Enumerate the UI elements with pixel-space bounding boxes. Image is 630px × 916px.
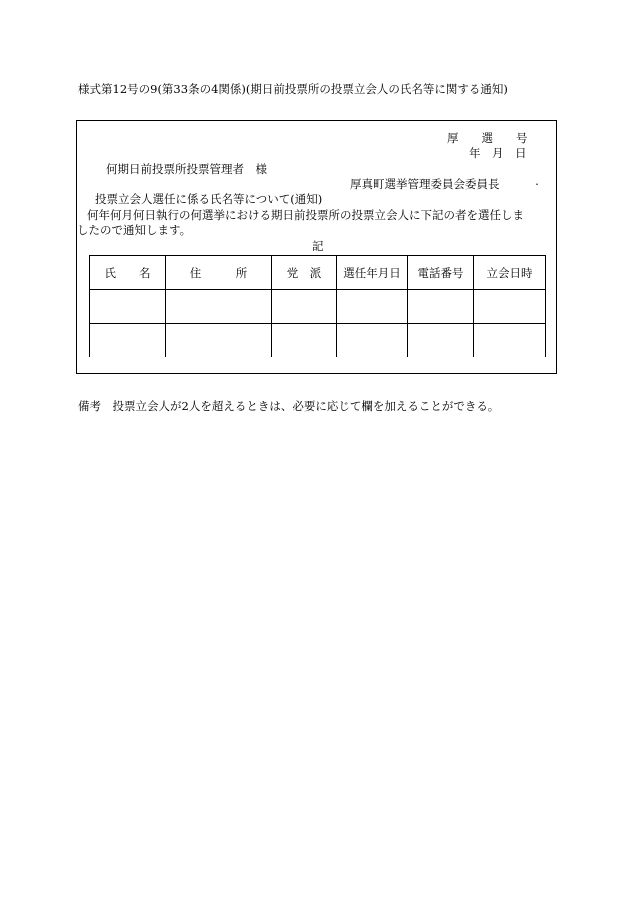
remark-note: 備考 投票立会人が2人を超えるときは、必要に応じて欄を加えることができる。 — [78, 399, 500, 413]
table-cell — [474, 324, 546, 358]
notice-date: 年 月 日 — [469, 146, 527, 160]
header-appointment-date: 選任年月日 — [337, 256, 408, 290]
table-row — [90, 324, 546, 358]
body-line-2: したので通知します。 — [77, 223, 192, 237]
table-cell — [337, 290, 408, 324]
table-cell — [272, 324, 337, 358]
appointee-table — [89, 255, 546, 357]
document-number: 厚 選 号 — [447, 131, 528, 145]
table-row — [90, 290, 546, 324]
table-cell — [408, 324, 474, 358]
header-attendance-time: 立会日時 — [474, 256, 546, 290]
table-cell — [90, 324, 166, 358]
record-heading: 記 — [312, 239, 324, 253]
table-cell — [337, 324, 408, 358]
seal-mark: ・ — [533, 180, 541, 189]
subject: 投票立会人選任に係る氏名等について(通知) — [95, 192, 323, 206]
table-cell — [166, 290, 272, 324]
header-party: 党 派 — [272, 256, 337, 290]
table-cell — [408, 290, 474, 324]
table-cell — [272, 290, 337, 324]
form-title: 様式第12号の9(第33条の4関係)(期日前投票所の投票立会人の氏名等に関する通知) — [78, 82, 508, 96]
body-line-1: 何年何月何日執行の何選挙における期日前投票所の投票立会人に下記の者を選任しま — [87, 208, 524, 222]
notice-frame — [76, 120, 557, 374]
header-address: 住 所 — [166, 256, 272, 290]
addressee: 何期日前投票所投票管理者 様 — [106, 162, 267, 176]
table-header-row — [90, 256, 546, 290]
table-cell — [90, 290, 166, 324]
header-phone: 電話番号 — [408, 256, 474, 290]
table-cell — [474, 290, 546, 324]
header-name: 氏 名 — [90, 256, 166, 290]
sender: 厚真町選挙管理委員会委員長 — [350, 177, 500, 191]
table-cell — [166, 324, 272, 358]
